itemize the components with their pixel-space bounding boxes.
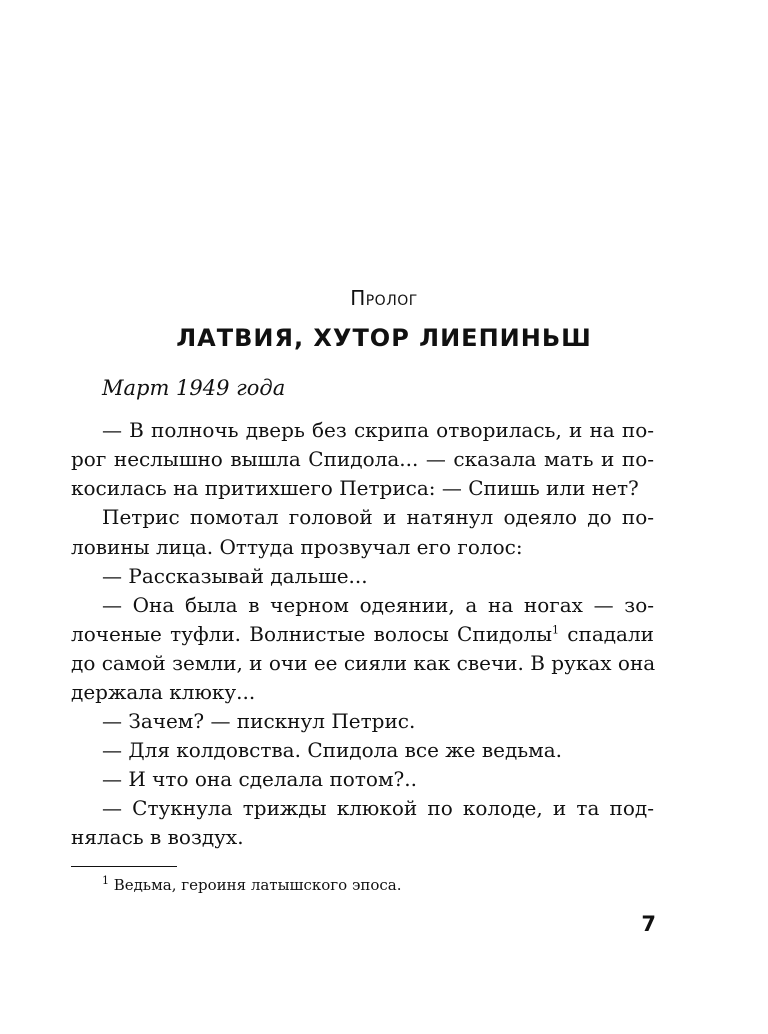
body-line: — Для колдовства. Спидола все же ведьма. bbox=[102, 738, 563, 762]
footnote-rule bbox=[71, 866, 177, 867]
body-line-text: лоченые туфли. Волнистые волосы Спидолы bbox=[71, 622, 553, 646]
body-line: — Она была в черном одеянии, а на ногах — зо- bbox=[102, 593, 654, 617]
body-line: косилась на притихшего Петриса: — Спишь или нет? bbox=[71, 476, 639, 500]
body-line: — Зачем? — пискнул Петрис. bbox=[102, 709, 416, 733]
body-line: — Рассказывай дальше... bbox=[102, 564, 368, 588]
body-line-text: спадали bbox=[567, 622, 655, 646]
body-line: рог неслышно вышла Спидола... — сказала мать и по- bbox=[71, 447, 654, 471]
body-line: до самой земли, и очи ее сияли как свечи. В руках она bbox=[71, 651, 656, 675]
body-line: Петрис помотал головой и натянул одеяло до по- bbox=[102, 505, 654, 529]
body-line: — В полночь дверь без скрипа отворилась, и на по- bbox=[102, 418, 654, 442]
footnote-text: Ведьма, героиня латышского эпоса. bbox=[113, 876, 402, 894]
dateline: Март 1949 года bbox=[102, 376, 286, 400]
chapter-label: Пролог bbox=[350, 286, 418, 310]
body-line: держала клюку... bbox=[71, 680, 256, 704]
footnote-ref: 1 bbox=[552, 623, 560, 637]
page-number: 7 bbox=[641, 912, 656, 936]
footnote bbox=[102, 875, 401, 895]
footnote-marker: 1 bbox=[102, 874, 109, 887]
chapter-title: ЛАТВИЯ, ХУТОР ЛИЕПИНЬШ bbox=[176, 324, 592, 352]
body-line: — Стукнула трижды клюкой по колоде, и та под- bbox=[102, 796, 654, 820]
body-line: — И что она сделала потом?.. bbox=[102, 767, 417, 791]
body-line bbox=[71, 620, 654, 648]
body-line: ловины лица. Оттуда прозвучал его голос: bbox=[71, 535, 523, 559]
body-line: нялась в воздух. bbox=[71, 825, 244, 849]
